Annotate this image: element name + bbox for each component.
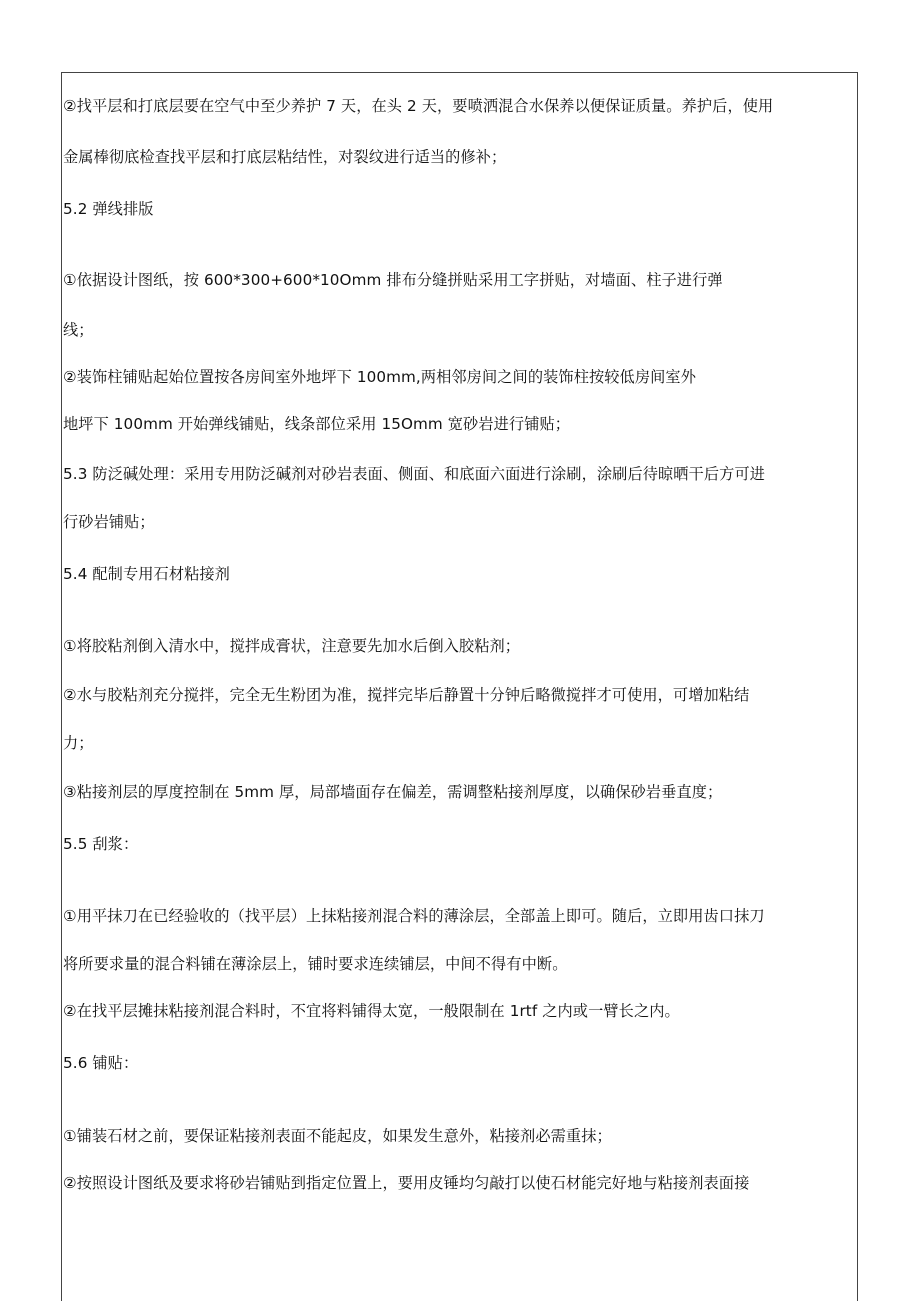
paragraph-line: 金属棒彻底检查找平层和打底层粘结性，对裂纹进行适当的修补； [63, 148, 507, 166]
section-heading: 5.2 弹线排版 [63, 200, 154, 218]
paragraph-line: 将所要求量的混合料铺在薄涂层上，铺时要求连续铺层，中间不得有中断。 [63, 955, 568, 973]
paragraph-line: 力； [63, 734, 94, 752]
paragraph-line: ①将胶粘剂倒入清水中，搅拌成膏状，注意要先加水后倒入胶粘剂； [63, 637, 521, 655]
paragraph-line: ②找平层和打底层要在空气中至少养护 7 天，在头 2 天，要喷洒混合水保养以便保证质量。养护后，使用 [63, 97, 774, 115]
paragraph-line: ②水与胶粘剂充分搅拌，完全无生粉团为准，搅拌完毕后静置十分钟后略微搅拌才可使用，可增加粘结 [63, 686, 750, 704]
section-heading: 5.6 铺贴： [63, 1054, 139, 1072]
section-heading: 5.5 刮浆： [63, 835, 139, 853]
paragraph-line: ③粘接剂层的厚度控制在 5mm 厚，局部墙面存在偏差，需调整粘接剂厚度，以确保砂岩垂直度； [63, 783, 723, 801]
paragraph-line: 地坪下 100mm 开始弹线铺贴，线条部位采用 15Omm 宽砂岩进行铺贴； [63, 415, 571, 433]
paragraph-line: ①铺装石材之前，要保证粘接剂表面不能起皮，如果发生意外，粘接剂必需重抹； [63, 1127, 612, 1145]
paragraph-line: ②在找平层摊抹粘接剂混合料时，不宜将料铺得太宽，一般限制在 1rtf 之内或一臂长之内。 [63, 1002, 680, 1020]
paragraph-line: ①依据设计图纸，按 600*300+600*10Omm 排布分缝拼贴采用工字拼贴，对墙面、柱子进行弹 [63, 271, 723, 289]
paragraph-line: ②按照设计图纸及要求将砂岩铺贴到指定位置上，要用皮锤均匀敲打以使石材能完好地与粘接剂表面接 [63, 1174, 750, 1192]
section-heading: 5.3 防泛碱处理：采用专用防泛碱剂对砂岩表面、侧面、和底面六面进行涂刷，涂刷后待晾晒干后方可进 [63, 465, 766, 483]
paragraph-line: 线； [63, 321, 94, 339]
paragraph-line: ②装饰柱铺贴起始位置按各房间室外地坪下 100mm,两相邻房间之间的装饰柱按较低房间室外 [63, 368, 696, 386]
paragraph-line: 行砂岩铺贴； [63, 513, 155, 531]
section-heading: 5.4 配制专用石材粘接剂 [63, 565, 230, 583]
paragraph-line: ①用平抹刀在已经验收的（找平层）上抹粘接剂混合料的薄涂层，全部盖上即可。随后，立即用齿口抹刀 [63, 907, 765, 925]
